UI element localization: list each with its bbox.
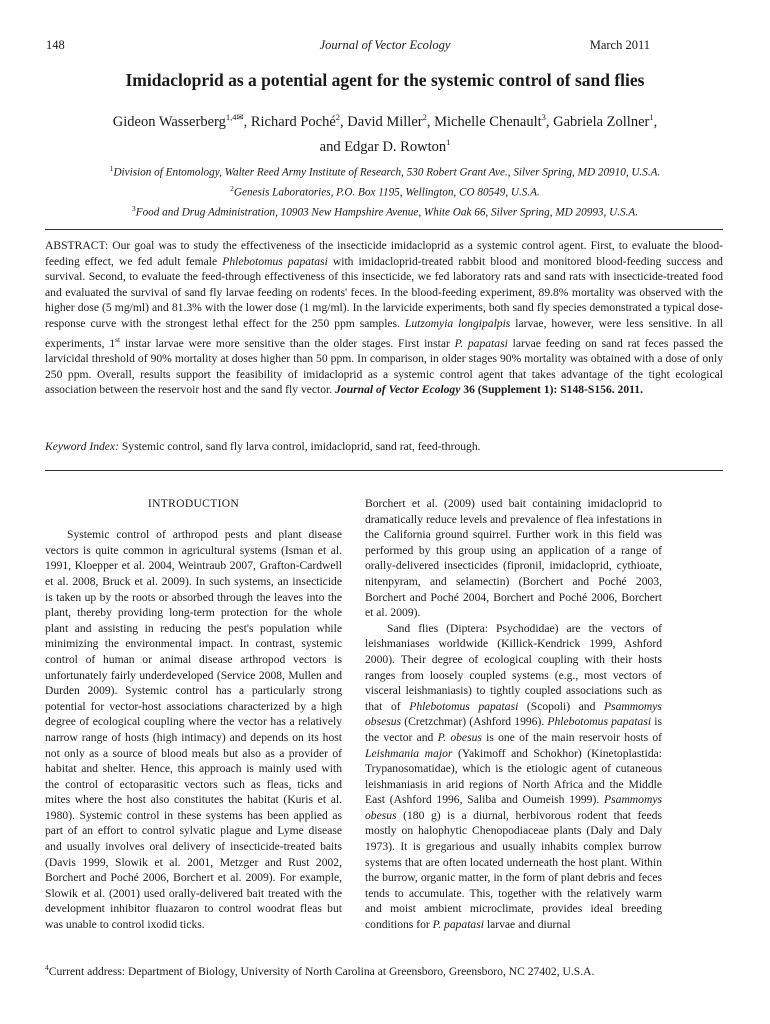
column-right [365, 496, 662, 933]
affiliation: $^1$Division of Entomology, Walter Reed Army Institute of Research, 530 Robert Grant Ave., Silver Spring, MD 20910, U.S.A. [109, 164, 661, 179]
footnote: $^4$Current address: Department of Biology, University of North Carolina at Greensboro, Greensboro, NC 27402, U.S.A. [45, 963, 595, 978]
envelope-icon: ✉ [236, 112, 244, 122]
paragraph: Borchert et al. (2009) used bait containing imidacloprid to dramatically reduce levels and prevalence of flea infestations in the California ground squirrel. Further work in this field was performed by this group using an application of a range of orally-delivered insecticides (fipronil, imidacloprid, cythioate, nitenpyram, and selamectin) (Borchert and Poché 2003, Borchert and Poché 2004, Borchert and Poché 2006, Borchert et al. 2009). [365, 497, 662, 620]
abstract-label: ABSTRACT: [45, 239, 109, 252]
section-heading: INTRODUCTION [147, 497, 240, 510]
author-name: Richard Poché [250, 113, 336, 130]
citation-details: 36 (Supplement 1): S148-S156. 2011. [463, 383, 644, 397]
affiliation: $^2$Genesis Laboratories, P.O. Box 1195, Wellington, CO 80549, U.S.A. [230, 184, 540, 199]
author-name: Gideon Wasserberg [112, 113, 226, 130]
author-name: David Miller [347, 113, 423, 130]
paragraph: Systemic control of arthropod pests and plant disease vectors is quite common in agricultural systems (Isman et al. 1991, Kloepper et al. 2004, Weintraub 2007, Grafton-Cardwell et al. 2008, Bruck et al. 2009). In such systems, an insecticide is taken up by the roots or absorbed through the leaves into the plant, thereby providing long-term protection for the whole plant and assisting in reducing the pest's population while minimizing the environmental impact. In contrast, systemic control of human or animal disease arthropod vectors is unfortunately fairly underdeveloped (Service 2008, Mullen and Durden 2009). Systemic control has a particularly strong potential for vector-host associations characterized by a high degree of ecological coupling where the vector has a relatively narrow range of hosts (high intimacy) and depends on its host not only as a source of blood meals but also as a provider of habitat and shelter. Hence, this approach is mainly used with the control of ectoparasitic vectors such as fleas, ticks and mites where the host also constitutes the habitat (Kuris et al. 1980). Systemic control in these systems has been applied as part of an effort to control sylvatic plague and Lyme disease and usually involves oral delivery of insecticide-treated baits (Davis 1999, Slowik et al. 2001, Metzger and Rust 2002, Borchert and Poché 2006, Borchert et al. 2009). For example, Slowik et al. (2001) used orally-delivered bait treated with the development inhibitor fluazaron to control woodrat fleas but was unable to control ixodid ticks. [45, 528, 342, 932]
keyword-label: Keyword Index: [45, 440, 119, 453]
issue-date: March 2011 [589, 38, 650, 52]
running-header [0, 38, 770, 54]
affiliations [30, 161, 740, 222]
author-name: Edgar D. Rowton [344, 138, 447, 155]
journal-name: Journal of Vector Ecology [319, 38, 451, 52]
citation-journal: Journal of Vector Ecology [335, 383, 461, 397]
divider-top [45, 229, 723, 230]
article-title: Imidacloprid as a potential agent for the systemic control of sand flies [125, 70, 645, 90]
abstract: ABSTRACT: Our goal was to study the effectiveness of the insecticide imidacloprid as a systemic control agent. First, to evaluate the blood-feeding effect, we fed adult female Phlebotomus papatasi with imidacloprid-treated rabbit blood and monitored blood-feeding success and survival. Second, to evaluate the feed-through effectiveness of this insecticide, we fed laboratory rats and sand rats with insecticide-treated food and evaluated the survival of sand fly larvae feeding on rodents' feces. In the blood-feeding experiment, 89.8% mortality was observed with the higher dose (5 mg/ml) and 81.3% with the lower dose (1 mg/ml). In the larvicide experiments, both sand fly species demonstrated a typical dose-response curve with the strongest lethal effect for the 250 ppm samples. Lutzomyia longipalpis larvae, however, were less sensitive. In all experiments, 1st instar larvae were more sensitive than the older stages. First instar P. papatasi larvae feeding on sand rat feces passed the larvicidal threshold of 90% mortality at doses higher than 50 ppm. In comparison, in older stages 90% mortality was obtained with a dose of only 250 ppm. Overall, results support the feasibility of imidacloprid as a systemic control agent that takes advantage of the tight ecological association between the reservoir host and the sand fly vector. Journal of Vector Ecology 36 (Supplement 1): S148-S156. 2011. [45, 239, 724, 397]
divider-bottom [45, 470, 723, 471]
author-name: Michelle Chenault [434, 113, 542, 130]
author-list: Gideon Wasserberg$^{1,4✉}$, Richard Poché$^2$, David Miller$^2$, Michelle Chenault$^3$, Gabriela Zollner$^1$, and Edgar D. Rowton$^1$ [112, 112, 658, 155]
page-number: 148 [46, 38, 65, 52]
column-left [45, 496, 342, 933]
keyword-index [45, 439, 723, 455]
paragraph: Sand flies (Diptera: Psychodidae) are the vectors of leishmaniases worldwide (Killick-Kendrick 1999, Ashford 2000). Their degree of ecological coupling with their hosts ranges from loosely coupled systems (e.g., most vectors of visceral leishmaniasis) to tightly coupled associations such as that of Phlebotomus papatasi (Scopoli) and Psammomys obsesus (Cretzchmar) (Ashford 1996). Phlebotomus papatasi is the vector and P. obesus is one of the main reservoir hosts of Leishmania major (Yakimoff and Schokhor) (Kinetoplastida: Trypanosomatidae), which is the etiologic agent of cutaneous leishmaniasis in arid regions of North Africa and the Middle East (Ashford 1996, Saliba and Oumeish 1999). Psammomys obesus (180 g) is a diurnal, herbivorous rodent that feeds mostly on halophytic Chenopodiaceae plants (Daly and Daly 1973). It is gregarious and usually inhabits complex burrow systems that are often located underneath the host plant. Within the burrow, organic matter, in the form of plant debris and feces tends to accumulate. This, together with the relatively warm and moist ambient microclimate, provides ideal breeding conditions for P. papatasi larvae and diurnal [365, 621, 663, 932]
keyword-list: Systemic control, sand fly larva control, imidacloprid, sand rat, feed-through. [121, 440, 481, 453]
author-name: Gabriela Zollner [553, 113, 650, 130]
affiliation: $^3$Food and Drug Administration, 10903 New Hampshire Avenue, White Oak 66, Silver Spring, MD 20993, U.S.A. [131, 204, 638, 220]
